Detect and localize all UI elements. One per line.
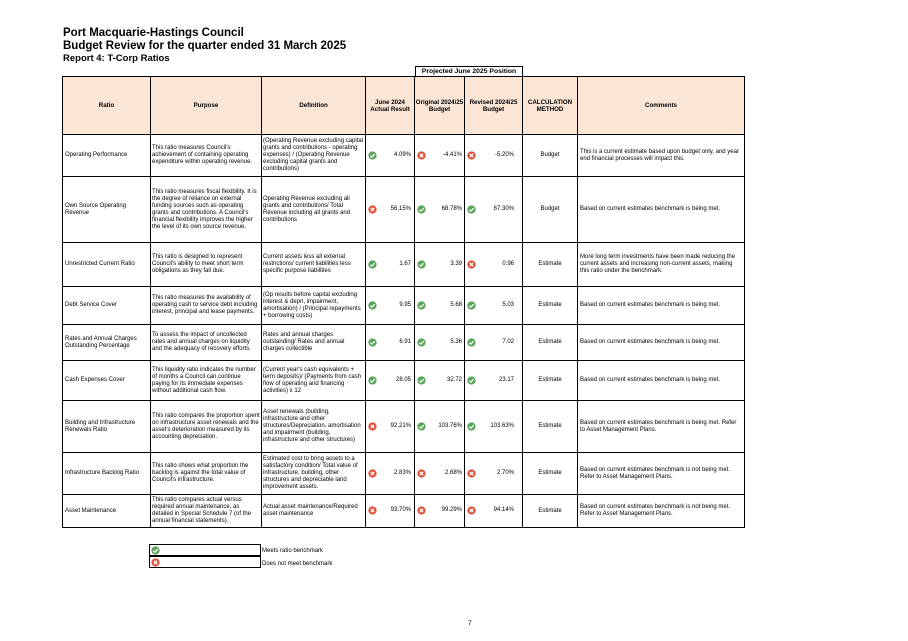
cell-original — [415, 495, 465, 528]
cell-method: Estimate — [523, 495, 578, 528]
value-revised: 94.14% — [493, 507, 514, 514]
cell-actual — [366, 325, 415, 361]
legend-meets-label: Meets ratio benchmark — [262, 548, 324, 554]
table-row — [63, 135, 745, 177]
cell-purpose: This ratio measures Council's achievement of containing operating expenditure within operating revenue. — [151, 135, 262, 177]
value-actual: 2.83% — [393, 469, 411, 476]
cell-definition: Estimated cost to bring assets to a satisfactory condition/ Total value of infrastructure, building, other structures and depreciable land improvement assets. — [262, 453, 366, 495]
green-check-circle-icon — [151, 546, 160, 555]
value-original: 2.68% — [444, 469, 462, 476]
status-icon — [417, 151, 426, 160]
table-row — [63, 361, 745, 401]
status-icon — [368, 151, 377, 160]
green-check-circle-icon — [417, 338, 426, 347]
cell-actual — [366, 495, 415, 528]
cell-comments: Based on current estimates benchmark is not being met. Refer to Asset Management Plans. — [578, 453, 745, 495]
value-actual: 6.91 — [399, 338, 411, 345]
cell-purpose: To assess the impact of uncollected rates and annual charges on liquidity and the adequacy of recovery efforts. — [151, 325, 262, 361]
cell-purpose: This ratio measures fiscal flexibility. It is the degree of reliance on external funding sources such as operating grants and contributions. A Council's financial flexibility improves the higher the level of its own source revenue. — [151, 177, 262, 243]
value-actual: 56.15% — [390, 205, 411, 212]
red-cross-circle-icon — [467, 151, 476, 160]
green-check-circle-icon — [417, 376, 426, 385]
status-icon — [467, 205, 476, 214]
red-cross-circle-icon — [151, 558, 160, 567]
cell-definition: Rates and annual charges outstanding/ Rates and annual charges collectible — [262, 325, 366, 361]
cell-revised — [465, 177, 523, 243]
cell-comments: More long term investments have been made reducing the current assets and increasing non-current assets, making this ratio under the benchmark. — [578, 243, 745, 287]
cell-actual — [366, 177, 415, 243]
cell-method: Budget — [523, 135, 578, 177]
cell-method: Estimate — [523, 287, 578, 325]
status-icon — [368, 205, 377, 214]
cell-method: Budget — [523, 177, 578, 243]
green-check-circle-icon — [417, 260, 426, 269]
green-check-circle-icon — [417, 301, 426, 310]
cell-revised — [465, 325, 523, 361]
report-title: Budget Review for the quarter ended 31 March 2025 — [63, 40, 347, 52]
status-icon — [467, 338, 476, 347]
cell-method: Estimate — [523, 361, 578, 401]
green-check-circle-icon — [417, 422, 426, 431]
cell-comments: Based on current estimates benchmark is being met. — [578, 287, 745, 325]
cell-ratio: Infrastructure Backlog Ratio — [63, 453, 151, 495]
red-cross-circle-icon — [417, 151, 426, 160]
table-row — [63, 177, 745, 243]
status-icon — [368, 376, 377, 385]
ratios-table — [62, 76, 745, 528]
cell-purpose: This liquidity ratio indicates the number of months a Council can continue paying for its immediate expenses without additional cash flow. — [151, 361, 262, 401]
table-row — [63, 243, 745, 287]
cell-comments: Based on current estimates benchmark is being met. Refer to Asset Management Plans. — [578, 401, 745, 453]
value-original: -4.41% — [442, 151, 462, 158]
cell-original — [415, 287, 465, 325]
value-revised: 23.17 — [498, 376, 514, 383]
cell-ratio: Cash Expenses Cover — [63, 361, 151, 401]
col-header-actual: June 2024 Actual Result — [366, 77, 415, 135]
green-check-circle-icon — [467, 205, 476, 214]
status-icon — [368, 506, 377, 515]
status-icon — [417, 260, 426, 269]
col-header-method: CALCULATION METHOD — [523, 77, 578, 135]
col-header-ratio: Ratio — [63, 77, 151, 135]
cell-original — [415, 453, 465, 495]
value-actual: 93.70% — [390, 507, 411, 514]
value-original: 32.72 — [446, 376, 462, 383]
green-check-circle-icon — [368, 338, 377, 347]
value-original: 68.78% — [441, 205, 462, 212]
page-number: 7 — [468, 620, 472, 627]
cell-ratio: Own Source Operating Revenue — [63, 177, 151, 243]
cell-comments: Based on current estimates benchmark is being met. — [578, 361, 745, 401]
red-cross-circle-icon — [467, 506, 476, 515]
table-row — [63, 325, 745, 361]
cell-definition: (Current year's cash equivalents + term deposits)/ (Payments from cash flow of operating and financing activities) x 12 — [262, 361, 366, 401]
table-row — [63, 287, 745, 325]
green-check-circle-icon — [417, 205, 426, 214]
cell-actual — [366, 135, 415, 177]
status-icon — [417, 469, 426, 478]
red-cross-circle-icon — [368, 422, 377, 431]
cell-original — [415, 135, 465, 177]
cell-definition: (Operating Revenue excluding capital grants and contributions - operating expenses) / (Operating Revenue excluding capital grants and contributions) — [262, 135, 366, 177]
cell-actual — [366, 401, 415, 453]
col-header-revised: Revised 2024/25 Budget — [465, 77, 523, 135]
status-icon — [368, 301, 377, 310]
value-revised: 2.70% — [496, 469, 514, 476]
cell-original — [415, 243, 465, 287]
status-icon — [417, 422, 426, 431]
status-icon — [417, 301, 426, 310]
status-icon — [467, 151, 476, 160]
value-original: 5.36 — [450, 338, 462, 345]
status-icon — [417, 376, 426, 385]
projected-position-label: Projected June 2025 Position — [415, 66, 523, 77]
value-actual: 9.95 — [399, 301, 411, 308]
cell-ratio: Operating Performance — [63, 135, 151, 177]
cell-original — [415, 325, 465, 361]
cell-purpose: This ratio measures the availability of operating cash to service debt including interest, principal and lease payments. — [151, 287, 262, 325]
red-cross-circle-icon — [368, 469, 377, 478]
table-row — [63, 495, 745, 528]
red-cross-circle-icon — [467, 260, 476, 269]
value-revised: 7.02 — [502, 338, 514, 345]
cell-ratio: Unrestricted Current Ratio — [63, 243, 151, 287]
status-icon — [467, 376, 476, 385]
green-check-circle-icon — [467, 338, 476, 347]
status-icon — [467, 422, 476, 431]
status-icon — [467, 506, 476, 515]
cell-comments: Based on current estimates benchmark is being met. — [578, 325, 745, 361]
green-check-circle-icon — [467, 422, 476, 431]
cell-revised — [465, 495, 523, 528]
cell-definition: Current assets less all external restrictions/ current liabilities less specific purpose liabilities — [262, 243, 366, 287]
cell-purpose: This ratio shows what proportion the backlog is against the total value of Council's infrastructure. — [151, 453, 262, 495]
status-icon — [368, 469, 377, 478]
green-check-circle-icon — [368, 260, 377, 269]
value-actual: 1.67 — [399, 260, 411, 267]
cell-comments: This is a current estimate based upon budget only, and year end financial processes will impact this. — [578, 135, 745, 177]
value-revised: 0.96 — [502, 260, 514, 267]
cell-ratio: Debt Service Cover — [63, 287, 151, 325]
col-header-comments: Comments — [578, 77, 745, 135]
red-cross-circle-icon — [368, 205, 377, 214]
value-actual: 4.09% — [393, 151, 411, 158]
red-cross-circle-icon — [368, 506, 377, 515]
cell-purpose: This ratio compares the proportion spent on infrastructure asset renewals and the asset's deterioration measured by its accounting depreciation. — [151, 401, 262, 453]
status-icon — [467, 260, 476, 269]
green-check-circle-icon — [368, 376, 377, 385]
status-icon — [417, 338, 426, 347]
table-row — [63, 401, 745, 453]
value-revised: -5.20% — [494, 151, 514, 158]
cell-ratio: Rates and Annual Charges Outstanding Percentage — [63, 325, 151, 361]
cell-purpose: This ratio is designed to represent Council's ability to meet short term obligations as they fall due. — [151, 243, 262, 287]
red-cross-circle-icon — [417, 469, 426, 478]
cell-revised — [465, 453, 523, 495]
cell-actual — [366, 361, 415, 401]
cell-comments: Based on current estimates benchmark is being met. — [578, 177, 745, 243]
cell-actual — [366, 453, 415, 495]
green-check-circle-icon — [467, 301, 476, 310]
cell-definition: Asset renewals (building, infrastructure and other structures/Depreciation, amortisation and impairment (building, infrastructure and other structures) — [262, 401, 366, 453]
status-icon — [368, 260, 377, 269]
cell-method: Estimate — [523, 325, 578, 361]
status-icon — [417, 506, 426, 515]
cell-revised — [465, 361, 523, 401]
cell-definition: (Op results before capital excluding interest & depn, impairment, amortisation) / (Principal repayments + borrowing costs) — [262, 287, 366, 325]
table-header-row — [63, 77, 745, 135]
status-icon — [467, 469, 476, 478]
value-actual: 28.05 — [395, 376, 411, 383]
cell-revised — [465, 401, 523, 453]
red-cross-circle-icon — [467, 469, 476, 478]
cell-revised — [465, 243, 523, 287]
report-subtitle: Report 4: T-Corp Ratios — [63, 53, 170, 64]
cell-method: Estimate — [523, 401, 578, 453]
value-original: 5.68 — [450, 301, 462, 308]
table-row — [63, 453, 745, 495]
col-header-purpose: Purpose — [151, 77, 262, 135]
cell-original — [415, 177, 465, 243]
status-icon — [368, 422, 377, 431]
cell-ratio: Asset Maintenance — [63, 495, 151, 528]
value-revised: 103.63% — [490, 422, 514, 429]
org-name: Port Macquarie-Hastings Council — [63, 27, 244, 39]
value-original: 99.29% — [441, 507, 462, 514]
value-actual: 92.21% — [390, 422, 411, 429]
cell-revised — [465, 135, 523, 177]
cell-original — [415, 401, 465, 453]
value-revised: 5.03 — [502, 301, 514, 308]
legend-not-met-box — [149, 556, 261, 568]
cell-purpose: This ratio compares actual versus required annual maintenance, as detailed in Special Schedule 7 (of the annual financial statements). — [151, 495, 262, 528]
green-check-circle-icon — [368, 151, 377, 160]
cell-actual — [366, 287, 415, 325]
green-check-circle-icon — [467, 376, 476, 385]
value-revised: 67.30% — [493, 205, 514, 212]
status-icon — [417, 205, 426, 214]
legend-not-met-label: Does not meet benchmark — [262, 561, 333, 567]
cell-comments: Based on current estimates benchmark is not being met. Refer to Asset Management Plans. — [578, 495, 745, 528]
cell-original — [415, 361, 465, 401]
red-cross-circle-icon — [417, 506, 426, 515]
cell-revised — [465, 287, 523, 325]
col-header-definition: Definition — [262, 77, 366, 135]
green-check-circle-icon — [368, 301, 377, 310]
cell-actual — [366, 243, 415, 287]
value-original: 3.39 — [450, 260, 462, 267]
legend-meets-box — [149, 544, 261, 556]
cell-method: Estimate — [523, 453, 578, 495]
col-header-original: Original 2024/25 Budget — [415, 77, 465, 135]
cell-method: Estimate — [523, 243, 578, 287]
cell-definition: Operating Revenue excluding all grants and contributions/ Total Revenue including all grants and contributions — [262, 177, 366, 243]
cell-definition: Actual asset maintenance/Required asset maintenance — [262, 495, 366, 528]
cell-ratio: Building and Infrastructure Renewals Ratio — [63, 401, 151, 453]
value-original: 103.76% — [438, 422, 462, 429]
status-icon — [368, 338, 377, 347]
report-header — [63, 27, 346, 65]
status-icon — [467, 301, 476, 310]
